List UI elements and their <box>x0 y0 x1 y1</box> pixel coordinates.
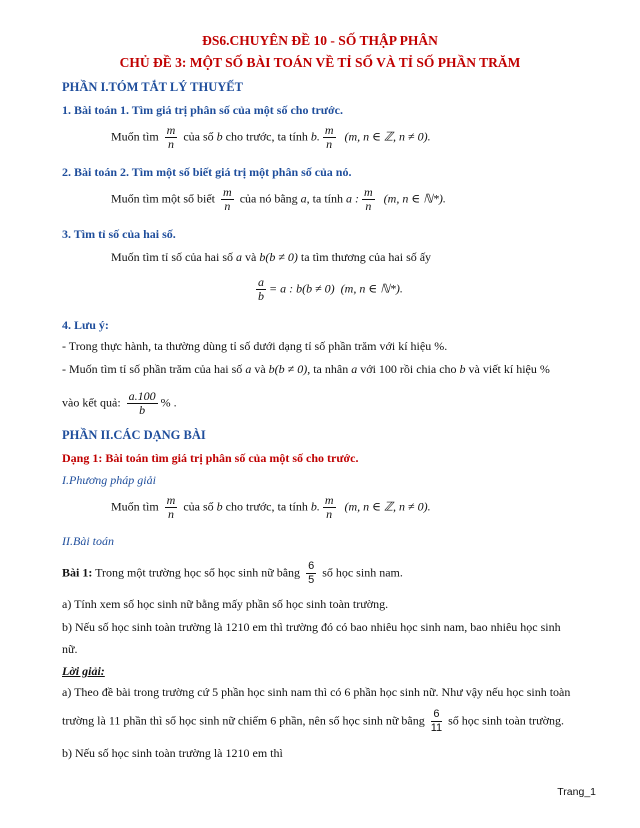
solution-label: Lời giải: <box>62 664 105 678</box>
doc-title: ĐS6.CHUYÊN ĐỀ 10 - SỐ THẬP PHÂN <box>202 33 438 48</box>
problem1-title: 1. Bài toán 1. Tìm giá trị phân số của một số cho trước. <box>62 103 343 117</box>
problem2-rule: Muốn tìm một số biết $\frac{m}{n}$ của nó bằng a, ta tính a : $\frac{m}{n}$ (m, n ∈ ℕ*). <box>111 185 446 213</box>
problem3-rule: Muốn tìm tỉ số của hai số a và b(b ≠ 0) ta tìm thương của hai số ấy <box>111 250 432 264</box>
note-line3: vào kết quả: $\frac{a.100}{b}$ % . <box>62 389 177 417</box>
ratio-formula: $\frac{a}{b}$ = a : b(b ≠ 0) (m, n ∈ ℕ*). <box>258 275 403 303</box>
bai1-question-b: b) Nếu số học sinh toàn trường là 1210 em thì trường đó có bao nhiêu học sinh nam, bao nhiêu học sinh <box>62 620 561 634</box>
fraction-m-n: $\frac{m}{n}$ <box>364 185 373 213</box>
page-number: Trang_1 <box>557 786 596 798</box>
fraction-m-n: $\frac{m}{n}$ <box>324 123 334 151</box>
method-heading: I.Phương pháp giải <box>62 473 156 487</box>
note-line1: - Trong thực hành, ta thường dùng tỉ số dưới dạng tỉ số phần trăm với kí hiệu %. <box>62 339 448 353</box>
solution-b-line1: b) Nếu số học sinh toàn trường là 1210 em thì <box>62 746 283 760</box>
problem1-rule: Muốn tìm $\frac{m}{n}$ của số b cho trước, ta tính b. $\frac{m}{n}$ (m, n ∈ ℤ, n ≠ 0). <box>111 123 431 151</box>
dang1-title: Dạng 1: Bài toán tìm giá trị phân số của một số cho trước. <box>62 451 359 465</box>
bai1-question-a: a) Tính xem số học sinh nữ bằng mấy phần số học sinh toàn trường. <box>62 597 389 611</box>
bai1-question-b-cont: nữ. <box>62 642 78 656</box>
problem2-title: 2. Bài toán 2. Tìm một số biết giá trị một phân số của nó. <box>62 165 352 179</box>
problem3-title: 3. Tìm tỉ số của hai số. <box>62 227 176 241</box>
method-rule: Muốn tìm $\frac{m}{n}$ của số b cho trước, ta tính b. $\frac{m}{n}$ (m, n ∈ ℤ, n ≠ 0). <box>111 493 431 521</box>
fraction-m-n: $\frac{m}{n}$ <box>223 185 232 213</box>
bai1-statement: Bài 1: Trong một trường học số học sinh nữ bằng $\frac{6}{5}$ số học sinh nam. <box>62 560 403 586</box>
solution-a-line1: a) Theo đề bài trong trường cứ 5 phần học sinh nam thì có 6 phần học sinh nữ. Như vậy nếu học sinh toàn <box>62 685 571 699</box>
solution-a-line2: trường là 11 phần thì số học sinh nữ chiếm 6 phần, nên số học sinh nữ bằng $\frac{6}{11}$ số học sinh toàn trường. <box>62 708 564 734</box>
fraction-m-n: $\frac{m}{n}$ <box>166 123 176 151</box>
note-line2: - Muốn tìm tỉ số phần trăm của hai số a và b(b ≠ 0), ta nhân a với 100 rồi chia cho b và viết kí hiệu % <box>62 362 550 376</box>
part1-heading: PHẦN I.TÓM TẮT LÝ THUYẾT <box>62 80 243 94</box>
note-title: 4. Lưu ý: <box>62 318 109 332</box>
doc-subtitle: CHỦ ĐỀ 3: MỘT SỐ BÀI TOÁN VỀ TỈ SỐ VÀ TỈ SỐ PHẦN TRĂM <box>119 55 521 70</box>
problems-heading: II.Bài toán <box>62 534 114 548</box>
part2-heading: PHẦN II.CÁC DẠNG BÀI <box>62 428 206 442</box>
